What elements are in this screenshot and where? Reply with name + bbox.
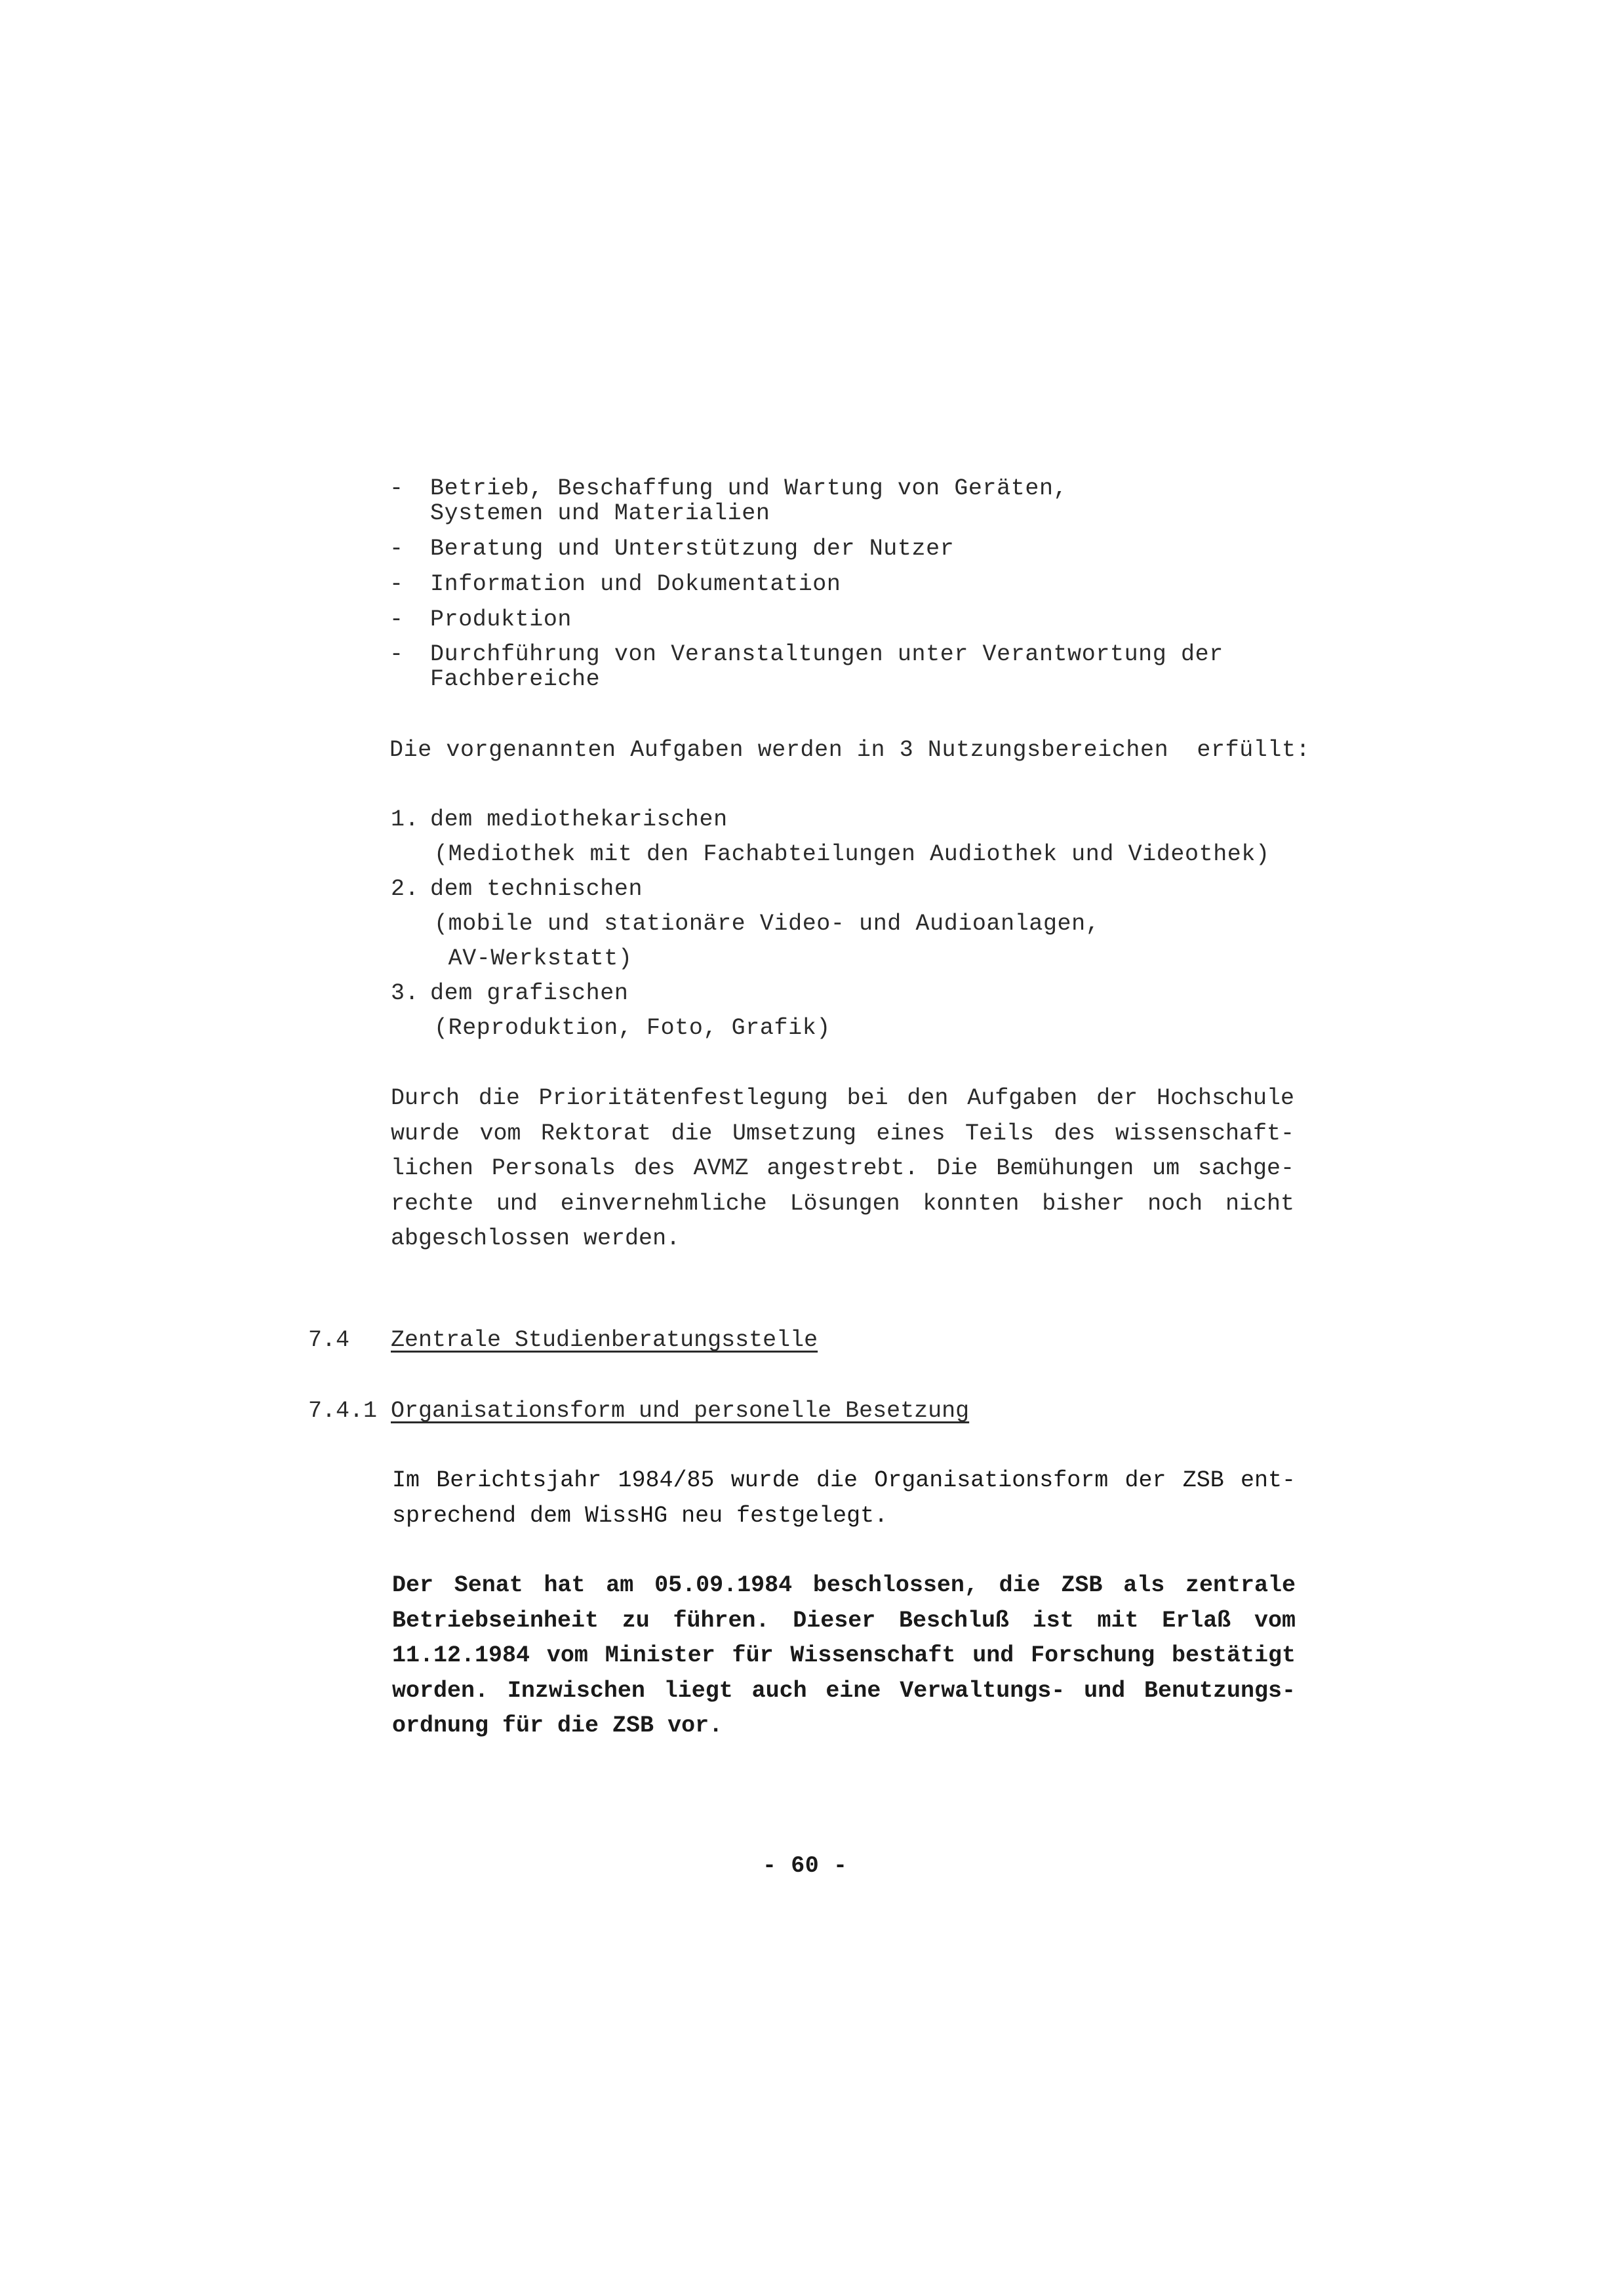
bullet-dash: - <box>389 536 404 562</box>
subsection-title: Organisationsform und personelle Besetzung <box>391 1398 970 1424</box>
paragraph-line: Durch die Prioritätenfestlegung bei den Aufgaben der Hochschule <box>391 1085 1294 1111</box>
list-item-title: dem grafischen <box>430 980 629 1006</box>
list-number: 1. <box>391 806 420 833</box>
paragraph-line: ordnung für die ZSB vor. <box>392 1712 723 1739</box>
paragraph-line: Im Berichtsjahr 1984/85 wurde die Organisationsform der ZSB ent- <box>392 1467 1296 1494</box>
paragraph-line: Der Senat hat am 05.09.1984 beschlossen, die ZSB als zentrale <box>392 1572 1296 1598</box>
list-item-title: dem mediothekarischen <box>430 806 728 833</box>
subsection-number: 7.4.1 <box>308 1398 378 1424</box>
intro-line: Die vorgenannten Aufgaben werden in 3 Nutzungsbereichen erfüllt: <box>389 737 1311 763</box>
reporting-year-paragraph <box>392 1463 1296 1534</box>
section-title: Zentrale Studienberatungsstelle <box>391 1327 818 1353</box>
list-item-detail: (mobile und stationäre Video- und Audioanlagen, <box>434 911 1100 937</box>
paragraph-line: sprechend dem WissHG neu festgelegt. <box>392 1502 888 1529</box>
bullet-dash: - <box>389 475 404 502</box>
bullet-item-text: Produktion <box>430 606 572 633</box>
list-item-detail: (Mediothek mit den Fachabteilungen Audiothek und Videothek) <box>434 841 1270 867</box>
bullet-item-text: Information und Dokumentation <box>430 571 841 597</box>
bullet-dash: - <box>389 606 404 633</box>
paragraph-line: 11.12.1984 vom Minister für Wissenschaft und Forschung bestätigt <box>392 1642 1296 1669</box>
paragraph-line: lichen Personals des AVMZ angestrebt. Die Bemühungen um sachge- <box>391 1155 1294 1181</box>
paragraph-line: abgeschlossen werden. <box>391 1225 681 1252</box>
bullet-item-text: Beratung und Unterstützung der Nutzer <box>430 536 955 562</box>
page-number: - 60 - <box>763 1853 848 1879</box>
senate-decision-paragraph <box>392 1568 1296 1744</box>
bullet-item-text: Durchführung von Veranstaltungen unter Verantwortung der <box>430 641 1223 667</box>
bullet-item-text: Betrieb, Beschaffung und Wartung von Geräten, <box>430 475 1068 502</box>
paragraph-line: wurde vom Rektorat die Umsetzung eines Teils des wissenschaft- <box>391 1120 1294 1147</box>
priority-paragraph <box>391 1081 1294 1257</box>
section-number: 7.4 <box>308 1327 350 1353</box>
bullet-dash: - <box>389 571 404 597</box>
paragraph-line: worden. Inzwischen liegt auch eine Verwaltungs- und Benutzungs- <box>392 1677 1296 1704</box>
list-number: 2. <box>391 876 420 902</box>
bullet-item-text: Fachbereiche <box>430 666 601 692</box>
list-item-title: dem technischen <box>430 876 643 902</box>
paragraph-line: Betriebseinheit zu führen. Dieser Beschluß ist mit Erlaß vom <box>392 1607 1296 1634</box>
list-item-detail: AV-Werkstatt) <box>434 945 633 972</box>
bullet-dash: - <box>389 641 404 667</box>
list-item-detail: (Reproduktion, Foto, Grafik) <box>434 1015 831 1041</box>
list-number: 3. <box>391 980 420 1006</box>
paragraph-line: rechte und einvernehmliche Lösungen konnten bisher noch nicht <box>391 1190 1294 1217</box>
bullet-item-text: Systemen und Materialien <box>430 500 770 526</box>
